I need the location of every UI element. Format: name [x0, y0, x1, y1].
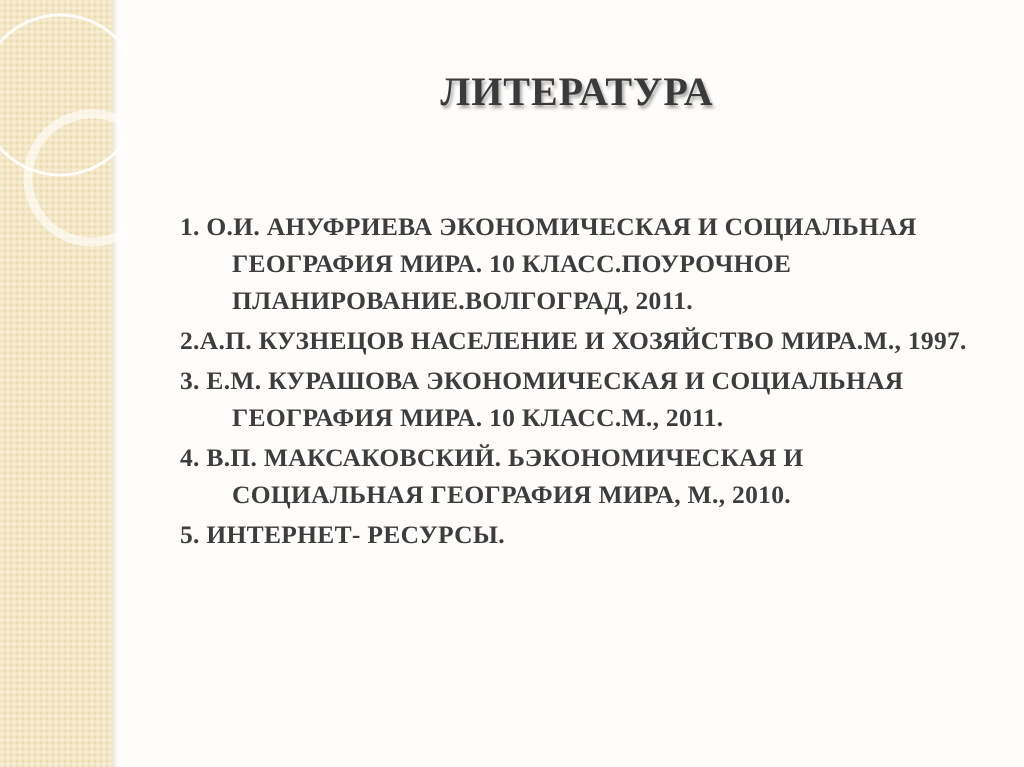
literature-item-2: 2.А.П. КУЗНЕЦОВ НАСЕЛЕНИЕ И ХОЗЯЙСТВО МИРА.М., 1997.: [180, 326, 967, 355]
decorative-rings: [0, 0, 130, 260]
decorative-ring-inner: [28, 114, 130, 242]
literature-item-5: 5. ИНТЕРНЕТ- РЕСУРСЫ.: [180, 520, 505, 549]
literature-item-4: 4. В.П. МАКСАКОВСКИЙ. ЬЭКОНОМИЧЕСКАЯ И СОЦИАЛЬНАЯ ГЕОГРАФИЯ МИРА, М., 2010.: [180, 443, 804, 509]
literature-list: [180, 208, 995, 556]
literature-item-3: 3. Е.М. КУРАШОВА ЭКОНОМИЧЕСКАЯ И СОЦИАЛЬНАЯ ГЕОГРАФИЯ МИРА. 10 КЛАСС.М., 2011.: [180, 366, 904, 432]
literature-item-1: 1. О.И. АНУФРИЕВА ЭКОНОМИЧЕСКАЯ И СОЦИАЛЬНАЯ ГЕОГРАФИЯ МИРА. 10 КЛАСС.ПОУРОЧНОЕ ПЛАНИРОВАНИЕ.ВОЛГОГРАД, 2011.: [180, 212, 917, 315]
slide-title: ЛИТЕРАТУРА: [440, 69, 714, 114]
